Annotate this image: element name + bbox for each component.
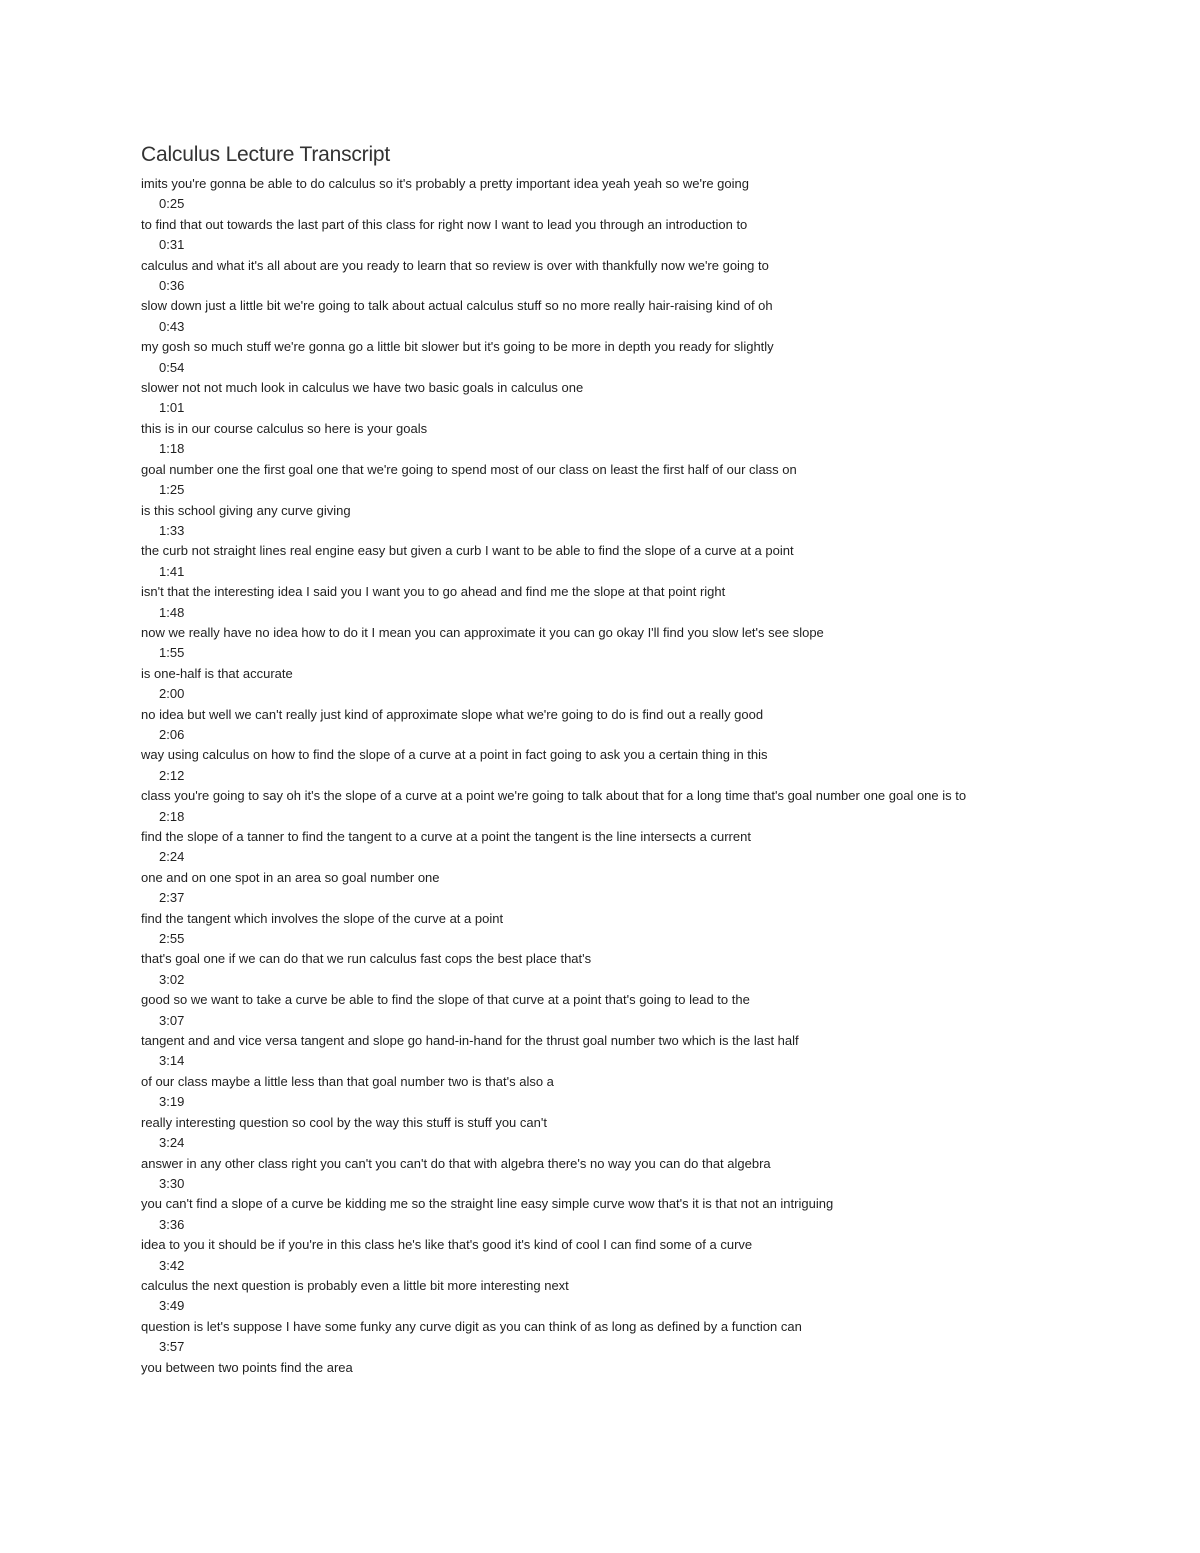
timestamp[interactable]: 3:30 <box>159 1175 185 1191</box>
transcript-line: way using calculus on how to find the slope of a curve at a point in fact going to ask you a certain thing in this <box>141 747 768 763</box>
transcript-entry <box>141 990 1071 1031</box>
timestamp[interactable]: 3:24 <box>159 1135 185 1151</box>
transcript-entry <box>141 215 1071 256</box>
transcript-entry <box>141 378 1071 419</box>
transcript-line: question is let's suppose I have some funky any curve digit as you can think of as long as defined by a function can <box>141 1318 802 1334</box>
transcript-entry <box>141 460 1071 501</box>
transcript-line: class you're going to say oh it's the slope of a curve at a point we're going to talk about that for a long time that's goal number one goal one is to <box>141 788 967 804</box>
transcript-line: the curb not straight lines real engine easy but given a curb I want to be able to find the slope of a curve at a point <box>141 543 794 559</box>
timestamp[interactable]: 2:06 <box>159 726 185 742</box>
transcript-line: calculus and what it's all about are you ready to learn that so review is over with thankfully now we're going to <box>141 257 769 273</box>
timestamp[interactable]: 2:55 <box>159 931 185 947</box>
transcript-line: answer in any other class right you can't you can't do that with algebra there's no way you can do that algebra <box>141 1155 771 1171</box>
transcript-entry <box>141 868 1071 909</box>
transcript-entry <box>141 1154 1071 1195</box>
transcript-line: you between two points find the area <box>141 1359 353 1375</box>
timestamp[interactable]: 0:36 <box>159 278 185 294</box>
transcript-line: really interesting question so cool by the way this stuff is stuff you can't <box>141 1114 547 1130</box>
timestamp[interactable]: 1:18 <box>159 441 185 457</box>
timestamp[interactable]: 3:42 <box>159 1257 185 1273</box>
timestamp[interactable]: 3:19 <box>159 1094 185 1110</box>
timestamp[interactable]: 2:18 <box>159 808 185 824</box>
transcript-entry <box>141 1031 1071 1072</box>
transcript-line: isn't that the interesting idea I said you I want you to go ahead and find me the slope at that point right <box>141 584 726 600</box>
timestamp[interactable]: 1:25 <box>159 482 185 498</box>
document-title: Calculus Lecture Transcript <box>141 143 391 166</box>
transcript-entry <box>141 1113 1071 1154</box>
transcript-line: to find that out towards the last part of this class for right now I want to lead you through an introduction to <box>141 216 748 232</box>
transcript-entry <box>141 745 1071 786</box>
timestamp[interactable]: 3:36 <box>159 1216 185 1232</box>
transcript-entry <box>141 337 1071 378</box>
transcript-entry <box>141 1358 1071 1378</box>
timestamp[interactable]: 1:48 <box>159 604 185 620</box>
transcript-line: one and on one spot in an area so goal number one <box>141 869 440 885</box>
transcript-line: find the tangent which involves the slope of the curve at a point <box>141 910 504 926</box>
transcript-entry <box>141 582 1071 623</box>
transcript-line: is one-half is that accurate <box>141 665 293 681</box>
transcript-line: that's goal one if we can do that we run calculus fast cops the best place that's <box>141 951 592 967</box>
transcript-entry <box>141 1072 1071 1113</box>
timestamp[interactable]: 2:24 <box>159 849 185 865</box>
timestamp[interactable]: 1:33 <box>159 522 185 538</box>
transcript-entry <box>141 786 1071 827</box>
transcript-entry <box>141 501 1071 542</box>
timestamp[interactable]: 2:37 <box>159 890 185 906</box>
transcript-entry <box>141 664 1071 705</box>
timestamp[interactable]: 0:54 <box>159 359 185 375</box>
transcript-list <box>141 174 1071 1378</box>
transcript-entry <box>141 827 1071 868</box>
transcript-line: goal number one the first goal one that we're going to spend most of our class on least the first half of our class on <box>141 461 797 477</box>
timestamp[interactable]: 0:25 <box>159 196 185 212</box>
transcript-line: find the slope of a tanner to find the tangent to a curve at a point the tangent is the line intersects a current <box>141 829 751 844</box>
transcript-line: is this school giving any curve giving <box>141 502 351 518</box>
document-page <box>141 140 1071 1378</box>
transcript-line: good so we want to take a curve be able to find the slope of that curve at a point that's going to lead to the <box>141 992 750 1008</box>
transcript-line: now we really have no idea how to do it I mean you can approximate it you can go okay I'll find you slow let's see slope <box>141 624 824 640</box>
transcript-entry <box>141 1317 1071 1358</box>
transcript-line: no idea but well we can't really just kind of approximate slope what we're going to do is find out a really good <box>141 706 764 722</box>
timestamp[interactable]: 3:57 <box>159 1339 185 1355</box>
transcript-entry <box>141 705 1071 746</box>
transcript-line: you can't find a slope of a curve be kidding me so the straight line easy simple curve wow that's it is that not an intriguing <box>141 1196 834 1212</box>
transcript-line: of our class maybe a little less than that goal number two is that's also a <box>141 1073 554 1089</box>
timestamp[interactable]: 1:55 <box>159 645 185 661</box>
timestamp[interactable]: 3:49 <box>159 1298 185 1314</box>
timestamp[interactable]: 3:07 <box>159 1012 185 1028</box>
timestamp[interactable]: 0:43 <box>159 318 185 334</box>
transcript-line: this is in our course calculus so here is your goals <box>141 420 428 436</box>
timestamp[interactable]: 3:02 <box>159 971 185 987</box>
transcript-line: slower not not much look in calculus we have two basic goals in calculus one <box>141 380 584 396</box>
transcript-entry <box>141 949 1071 990</box>
transcript-line: imits you're gonna be able to do calculus so it's probably a pretty important idea yeah yeah so we're going <box>141 176 749 191</box>
transcript-line: calculus the next question is probably even a little bit more interesting next <box>141 1277 569 1293</box>
transcript-entry <box>141 1194 1071 1235</box>
transcript-entry <box>141 419 1071 460</box>
transcript-line: my gosh so much stuff we're gonna go a little bit slower but it's going to be more in depth you ready for slightly <box>141 339 774 355</box>
timestamp[interactable]: 3:14 <box>159 1053 185 1069</box>
timestamp[interactable]: 2:12 <box>159 767 185 783</box>
timestamp[interactable]: 2:00 <box>159 686 185 702</box>
transcript-entry <box>141 541 1071 582</box>
transcript-entry <box>141 296 1071 337</box>
transcript-line: slow down just a little bit we're going to talk about actual calculus stuff so no more really hair-raising kind of oh <box>141 298 773 314</box>
transcript-line: idea to you it should be if you're in this class he's like that's good it's kind of cool I can find some of a curve <box>141 1237 753 1253</box>
timestamp[interactable]: 1:41 <box>159 563 185 579</box>
transcript-entry <box>141 1235 1071 1276</box>
transcript-entry <box>141 174 1071 215</box>
transcript-entry <box>141 623 1071 664</box>
transcript-line: tangent and and vice versa tangent and slope go hand-in-hand for the thrust goal number two which is the last half <box>141 1033 799 1049</box>
timestamp[interactable]: 1:01 <box>159 400 185 416</box>
transcript-entry <box>141 1276 1071 1317</box>
transcript-entry <box>141 909 1071 950</box>
transcript-entry <box>141 256 1071 297</box>
timestamp[interactable]: 0:31 <box>159 237 185 253</box>
